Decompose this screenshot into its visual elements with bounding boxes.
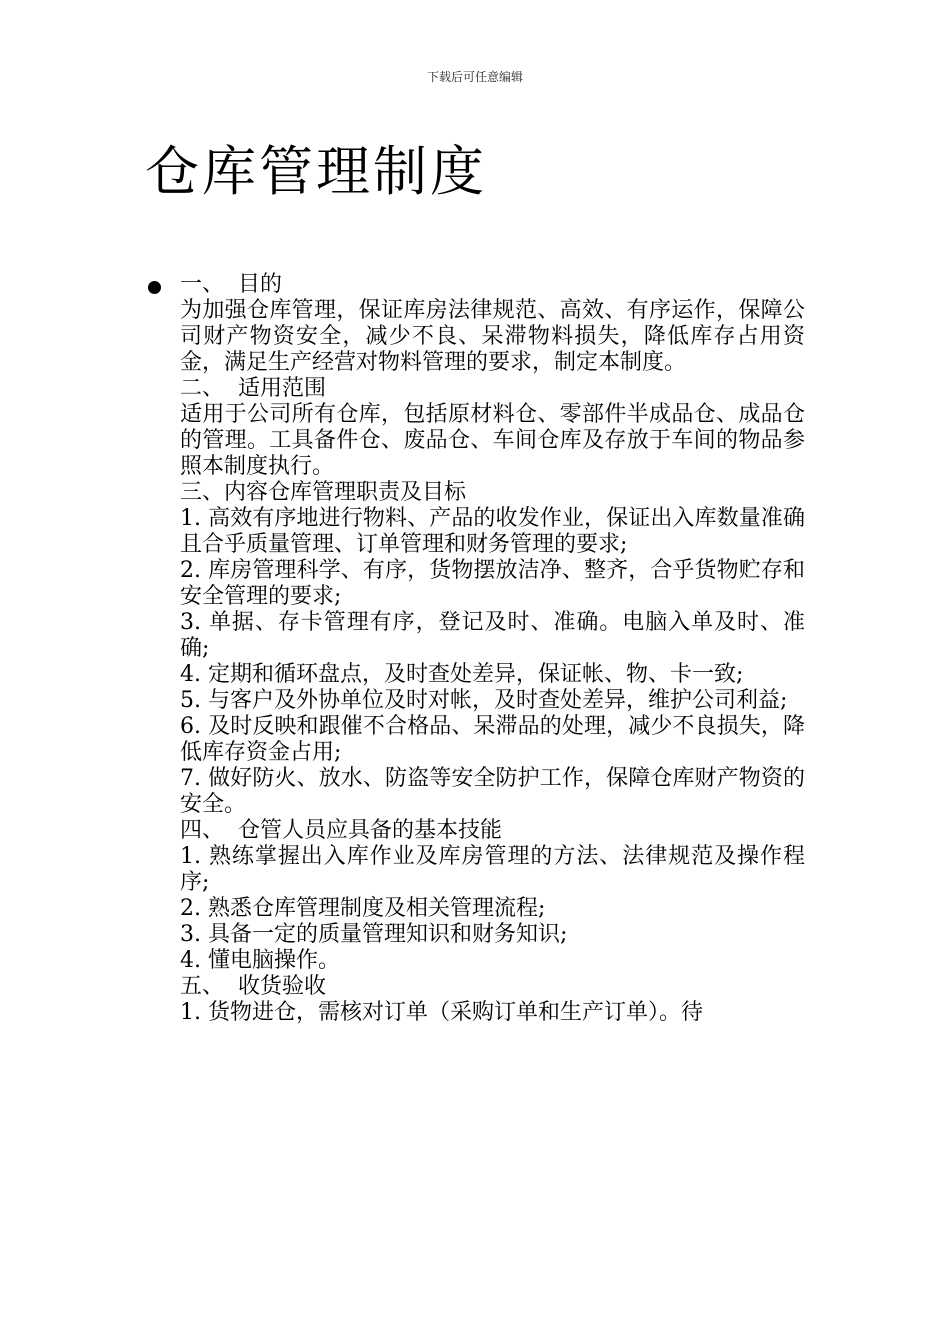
section-heading: 二、 适用范围: [180, 376, 326, 401]
document-body: [180, 272, 805, 1026]
section-paragraph: 适用于公司所有仓库，包括原材料仓、零部件半成品仓、成品仓的管理。工具备件仓、废品仓、车间仓库及存放于车间的物品参照本制度执行。: [180, 402, 805, 479]
list-item: 5. 与客户及外协单位及时对帐，及时查处差异，维护公司利益;: [180, 688, 788, 713]
list-item: 3. 单据、存卡管理有序，登记及时、准确。电脑入单及时、准确;: [180, 610, 805, 661]
list-item: 6. 及时反映和跟催不合格品、呆滞品的处理，减少不良损失，降低库存资金占用;: [180, 714, 805, 765]
list-item: 1. 熟练掌握出入库作业及库房管理的方法、法律规范及操作程序;: [180, 844, 805, 895]
list-item: 1. 高效有序地进行物料、产品的收发作业，保证出入库数量准确且合乎质量管理、订单管理和财务管理的要求;: [180, 506, 805, 557]
section-paragraph: 为加强仓库管理，保证库房法律规范、高效、有序运作，保障公司财产物资安全，减少不良、呆滞物料损失，降低库存占用资金，满足生产经营对物料管理的要求，制定本制度。: [180, 298, 805, 375]
document-title: 仓库管理制度: [145, 140, 487, 203]
section-duties: [180, 480, 805, 818]
list-item: 7. 做好防火、放水、防盗等安全防护工作，保障仓库财产物资的安全。: [180, 766, 805, 817]
section-scope: [180, 376, 805, 480]
section-heading: 一、 目的: [180, 272, 282, 297]
section-skills: [180, 818, 805, 974]
list-item: 2. 熟悉仓库管理制度及相关管理流程;: [180, 896, 546, 921]
section-receiving: [180, 974, 805, 1026]
list-item: 4. 定期和循环盘点，及时查处差异，保证帐、物、卡一致;: [180, 662, 744, 687]
section-heading: 五、 收货验收: [180, 974, 326, 999]
list-item: 1. 货物进仓，需核对订单（采购订单和生产订单）。待: [180, 1000, 703, 1025]
section-heading: 四、 仓管人员应具备的基本技能: [180, 818, 502, 843]
section-purpose: [180, 272, 805, 376]
section-heading: 三、内容仓库管理职责及目标: [180, 480, 467, 505]
bullet-icon: [148, 281, 161, 294]
list-item: 4. 懂电脑操作。: [180, 948, 340, 973]
header-note: 下载后可任意编辑: [426, 70, 523, 84]
list-item: 2. 库房管理科学、有序，货物摆放洁净、整齐，合乎货物贮存和安全管理的要求;: [180, 558, 805, 609]
list-item: 3. 具备一定的质量管理知识和财务知识;: [180, 922, 568, 947]
